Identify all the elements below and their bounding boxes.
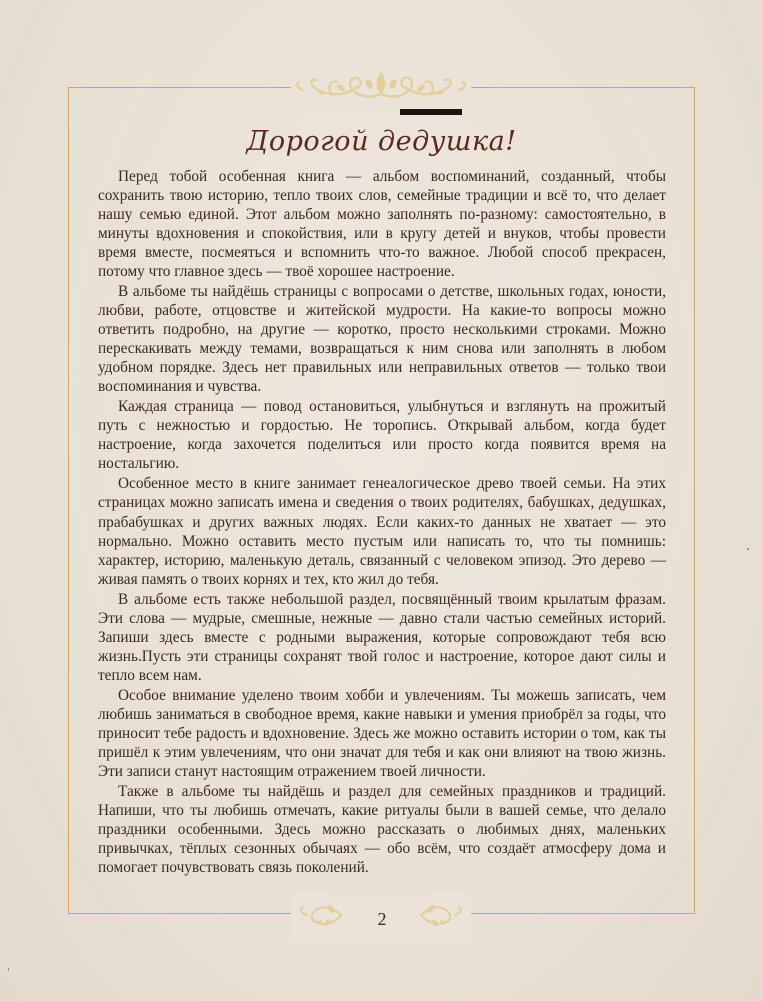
paragraph: В альбоме есть также небольшой раздел, посвящённый твоим крылатым фразам. Эти слова — мудрые, смешные, нежные — давно стали частью семейных историй. Запиши здесь вместе с родными выражения, которые сопровождают тебя всю жизнь.Пусть эти страницы сохранят твой голос и настроение, которое дают силы и тепло всем нам. bbox=[98, 590, 666, 684]
floral-scroll-icon bbox=[291, 66, 471, 110]
paper-speck bbox=[747, 548, 749, 550]
paragraph: Особенное место в книге занимает генеалогическое древо твоей семьи. На этих страницах можно записать имена и сведения о твоих родителях, бабушках, дедушках, прабабушках и других важных людях. Если каких-то данных не хватает — это нормально. Можно оставить место пустым или написать то, что ты помнишь: характер, историю, маленькую деталь, связанный с человеком эпизод. Это дерево — живая память о твоих корнях и тех, кто жил до тебя. bbox=[98, 475, 666, 588]
accent-bar bbox=[400, 109, 462, 115]
paragraph: В альбоме ты найдёшь страницы с вопросами о детстве, школьных годах, юности, любви, работе, отцовстве и житейской мудрости. На какие-то вопросы можно ответить подробно, на другие — коротко, просто несколькими строками. Можно перескакивать между темами, возвращаться к ним снова или заполнять в любом удобном порядке. Здесь нет правильных или неправильных ответов — только твои воспоминания и чувства. bbox=[98, 283, 666, 396]
paragraph: Перед тобой особенная книга — альбом воспоминаний, созданный, чтобы сохранить твою историю, тепло твоих слов, семейные традиции и всё то, что делает нашу семью единой. Этот альбом можно заполнять по-разному: самостоятельно, в минуты вдохновения и спокойствия, или в кругу детей и внуков, чтобы провести время вместе, посмеяться и вспомнить что-то важное. Любой способ прекрасен, потому что главное здесь — твоё хорошее настроение. bbox=[98, 168, 666, 281]
paragraph: Каждая страница — повод остановиться, улыбнуться и взглянуть на прожитый путь с нежностью и гордостью. Не торопись. Открывай альбом, когда будет настроение, когда захочется поделиться или просто когда появится время на ностальгию. bbox=[98, 398, 666, 473]
paper-speck bbox=[8, 968, 9, 971]
page-title: Дорогой дедушка! bbox=[246, 126, 517, 157]
body-text bbox=[98, 167, 666, 878]
page-number: 2 bbox=[370, 909, 394, 930]
top-ornament bbox=[291, 66, 471, 110]
paragraph: Также в альбоме ты найдёшь и раздел для семейных праздников и традиций. Напиши, что ты любишь отмечать, какие ритуалы были в вашей семье, что делало праздники особенными. Здесь можно рассказать о любимых днях, маленьких привычках, тёплых сезонных обычаях — обо всём, что создаёт атмосферу дома и помогает почувствовать связь поколений. bbox=[98, 782, 666, 877]
paragraph: Особое внимание уделено твоим хобби и увлечениям. Ты можешь записать, чем любишь заниматься в свободное время, какие навыки и умения приобрёл за годы, что приносит тебе радость и вдохновение. Здесь же можно оставить истории о том, как ты пришёл к этим увлечениям, что они значат для тебя и как они влияют на твою жизнь. Эти записи станут настоящим отражением твоей личности. bbox=[98, 686, 666, 780]
